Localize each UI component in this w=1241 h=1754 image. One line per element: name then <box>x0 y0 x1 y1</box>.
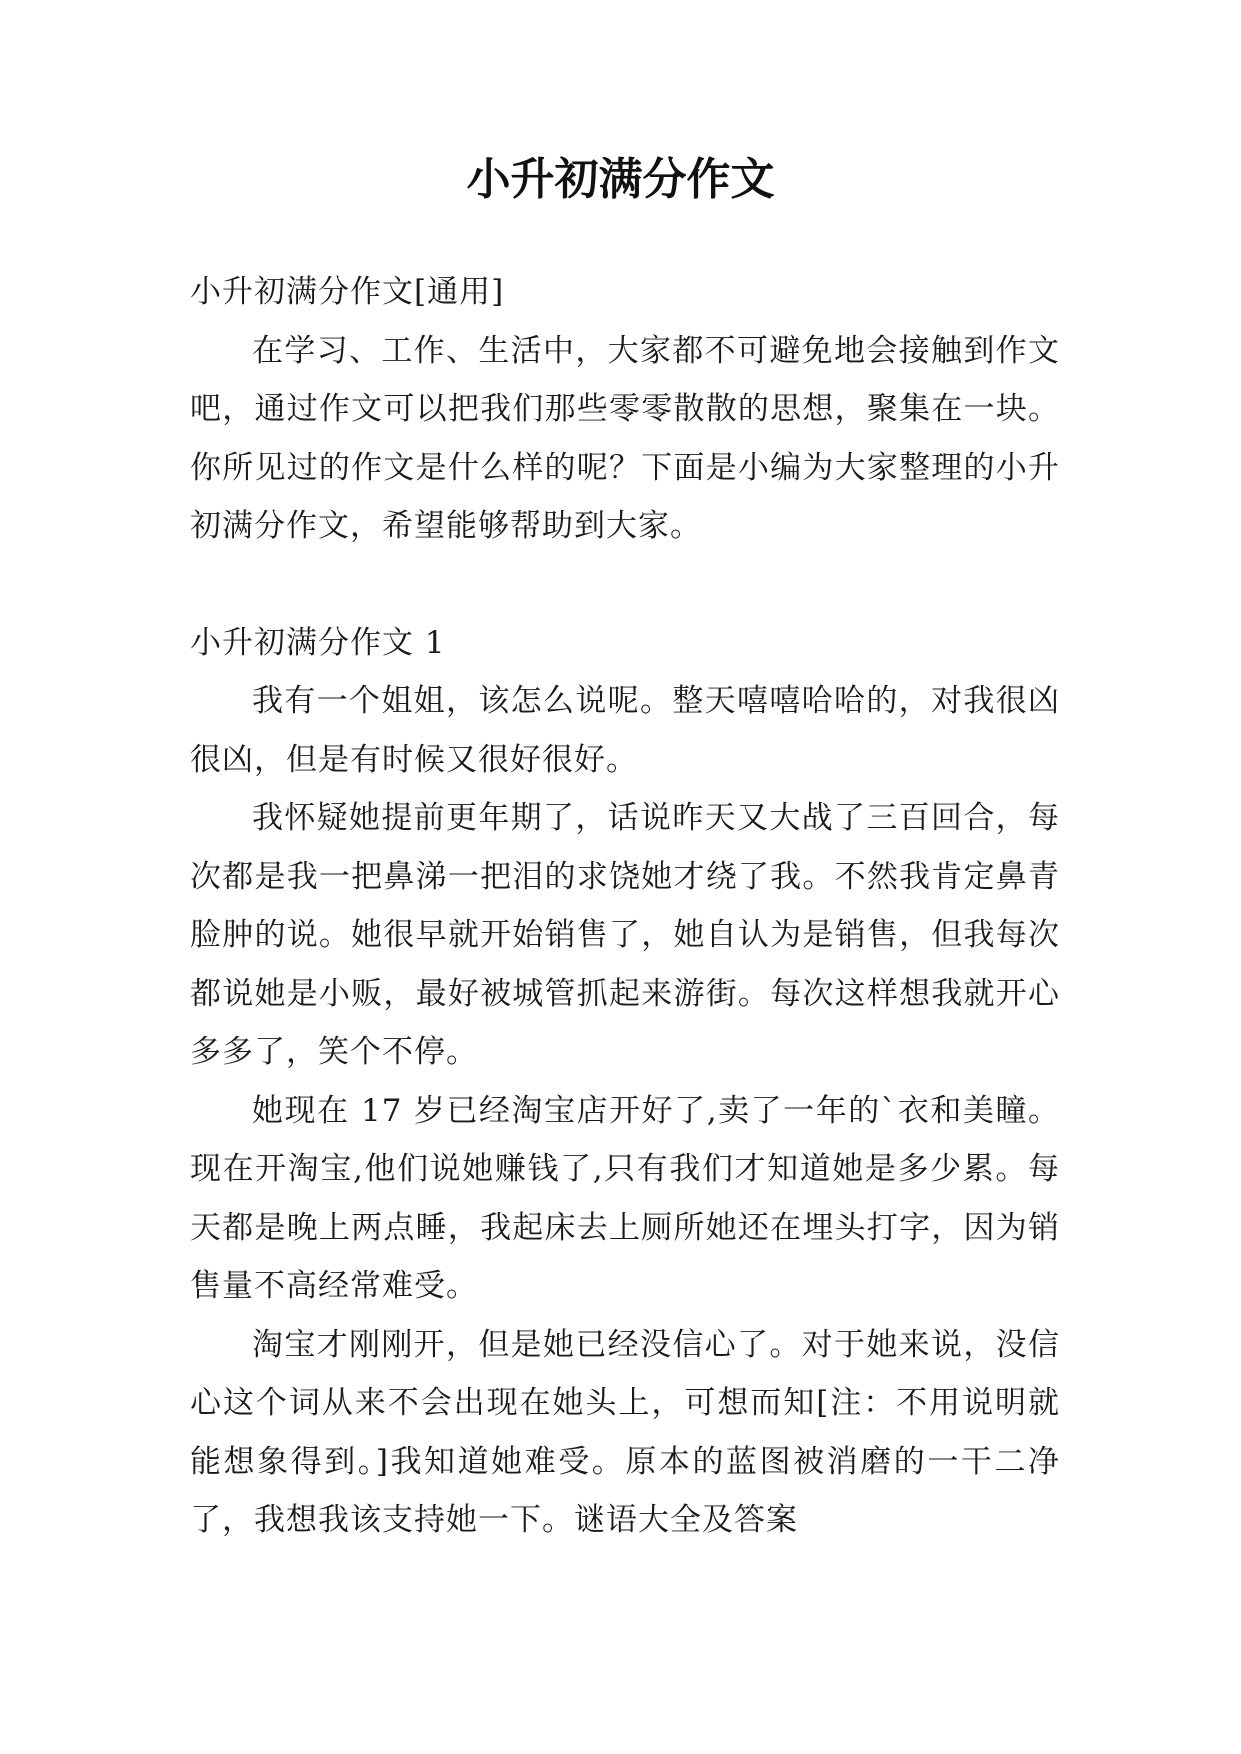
intro-paragraph: 在学习、工作、生活中，大家都不可避免地会接触到作文吧，通过作文可以把我们那些零零散散的思想，聚集在一块。你所见过的作文是什么样的呢？下面是小编为大家整理的小升初满分作文，希望能够帮助到大家。 <box>190 332 1060 544</box>
section-spacer <box>190 556 1060 614</box>
section-heading: 小升初满分作文 1 <box>190 624 446 661</box>
document-title: 小升初满分作文 <box>466 154 775 205</box>
document-subtitle: 小升初满分作文[通用] <box>190 274 505 310</box>
document-body <box>190 263 1060 1550</box>
body-paragraph: 我怀疑她提前更年期了，话说昨天又大战了三百回合，每次都是我一把鼻涕一把泪的求饶她才绕了我。不然我肯定鼻青脸肿的说。她很早就开始销售了，她自认为是销售，但我每次都说她是小贩，最好被城管抓起来游街。每次这样想我就开心多多了，笑个不停。 <box>190 800 1060 1070</box>
body-paragraph: 她现在 17 岁已经淘宝店开好了,卖了一年的`衣和美瞳。现在开淘宝,他们说她赚钱了,只有我们才知道她是多少累。每天都是晚上两点睡，我起床去上厕所她还在埋头打字，因为销售量不高经常难受。 <box>190 1092 1060 1304</box>
body-paragraph: 我有一个姐姐，该怎么说呢。整天嘻嘻哈哈的，对我很凶很凶，但是有时候又很好很好。 <box>190 683 1060 778</box>
body-paragraph: 淘宝才刚刚开，但是她已经没信心了。对于她来说，没信心这个词从来不会出现在她头上，可想而知[注：不用说明就能想象得到。]我知道她难受。原本的蓝图被消磨的一干二净了，我想我该支持她一下。谜语大全及答案 <box>190 1326 1060 1538</box>
